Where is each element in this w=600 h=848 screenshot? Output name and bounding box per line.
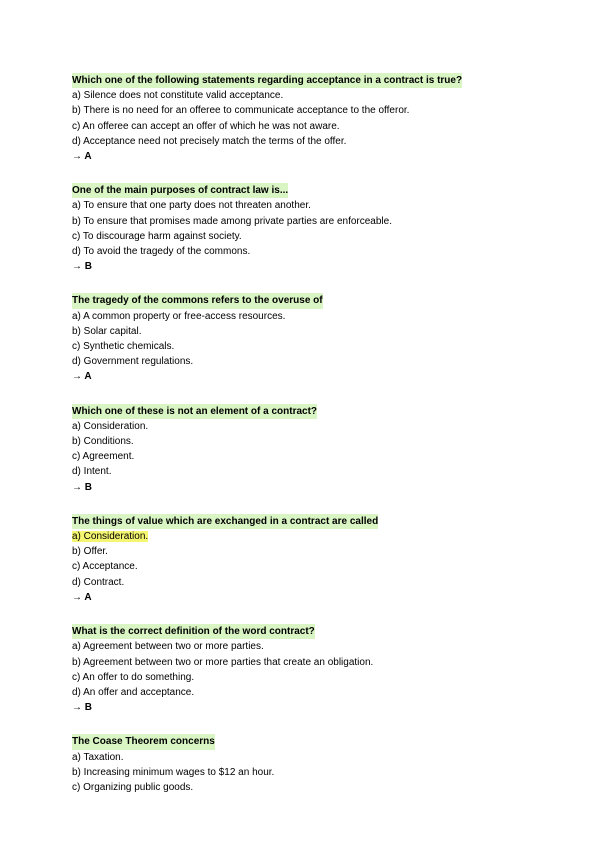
question-text: What is the correct definition of the word contract?	[72, 624, 315, 639]
option-a-highlighted	[72, 529, 542, 544]
question-text: The tragedy of the commons refers to the overuse of	[72, 293, 323, 308]
option-c: c) To discourage harm against society.	[72, 230, 242, 242]
option-a: a) A common property or free-access resources.	[72, 310, 286, 322]
option-c: c) Agreement.	[72, 451, 135, 463]
question-text: One of the main purposes of contract law is...	[72, 183, 288, 198]
option-a: a) Silence does not constitute valid acceptance.	[72, 90, 284, 102]
option-c: c) An offeree can accept an offer of which he was not aware.	[72, 120, 340, 132]
question-block	[72, 731, 542, 795]
question-text: Which one of these is not an element of a contract?	[72, 404, 317, 419]
answer-key: → A	[72, 151, 92, 163]
option-b: b) Offer.	[72, 546, 108, 558]
answer-key: → A	[72, 371, 92, 383]
option-d: d) Acceptance need not precisely match the terms of the offer.	[72, 135, 347, 147]
question-block	[72, 621, 542, 715]
option-c: c) Synthetic chemicals.	[72, 341, 175, 353]
option-b: b) To ensure that promises made among private parties are enforceable.	[72, 215, 392, 227]
option-d: d) Intent.	[72, 466, 112, 478]
question-block	[72, 180, 542, 274]
option-b: b) Agreement between two or more parties that create an obligation.	[72, 656, 374, 668]
question-block	[72, 511, 542, 605]
answer-key: → A	[72, 591, 92, 603]
option-d: d) To avoid the tragedy of the commons.	[72, 246, 251, 258]
option-a: a) To ensure that one party does not threaten another.	[72, 200, 311, 212]
option-b: b) There is no need for an offeree to communicate acceptance to the offeror.	[72, 105, 410, 117]
option-d: d) Government regulations.	[72, 356, 194, 368]
option-b: b) Solar capital.	[72, 325, 142, 337]
question-text: The things of value which are exchanged in a contract are called	[72, 514, 378, 529]
option-a-text: a) Consideration.	[72, 531, 149, 543]
question-block	[72, 290, 542, 384]
answer-key: → B	[72, 261, 92, 273]
option-c: c) An offer to do something.	[72, 671, 195, 683]
option-a: a) Consideration.	[72, 420, 149, 432]
option-a: a) Agreement between two or more parties.	[72, 641, 264, 653]
option-c: c) Organizing public goods.	[72, 781, 194, 793]
option-d: d) Contract.	[72, 576, 125, 588]
question-block	[72, 70, 542, 164]
option-d: d) An offer and acceptance.	[72, 686, 195, 698]
option-b: b) Conditions.	[72, 436, 134, 448]
answer-key: → B	[72, 481, 92, 493]
option-b: b) Increasing minimum wages to $12 an hour.	[72, 766, 275, 778]
quiz-document	[72, 70, 542, 811]
question-text: Which one of the following statements regarding acceptance in a contract is true?	[72, 73, 462, 88]
option-c: c) Acceptance.	[72, 561, 138, 573]
option-a: a) Taxation.	[72, 751, 124, 763]
question-block	[72, 401, 542, 495]
question-text: The Coase Theorem concerns	[72, 734, 215, 749]
answer-key: → B	[72, 702, 92, 714]
